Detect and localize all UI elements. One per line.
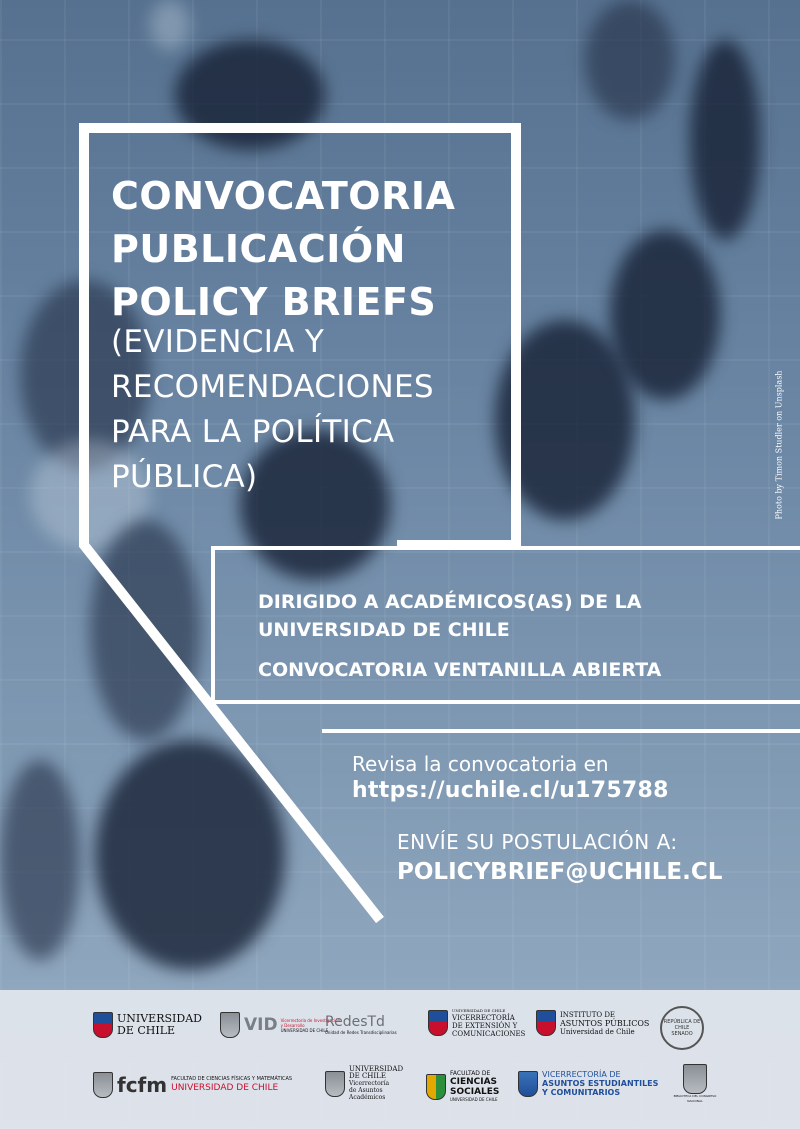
fcfm-wordmark: fcfm: [117, 1073, 168, 1097]
logo-vexcom-line: DE EXTENSIÓN Y: [452, 1022, 518, 1030]
logo-senado-line: SENADO: [671, 1031, 693, 1037]
headline-line-3: POLICY BRIEFS: [111, 280, 437, 324]
review-call-text: Revisa la convocatoria en: [352, 752, 609, 776]
logo-vexcom: [428, 1008, 525, 1038]
logo-facso-line: FACULTAD DE: [450, 1070, 491, 1077]
logo-band: [0, 990, 800, 1129]
logo-vaec: [518, 1070, 658, 1097]
logo-inap-line: Universidad de Chile: [560, 1027, 635, 1036]
logo-bcn-line: BIBLIOTECA DEL CONGRESO NACIONAL: [673, 1094, 717, 1103]
logo-facso-line: SOCIALES: [450, 1087, 500, 1097]
redes-subtitle: Unidad de Redes Transdisciplinarias: [325, 1030, 397, 1035]
logo-vid-line: UNIVERSIDAD DE CHILE: [280, 1027, 329, 1033]
logo-vid-line: y Desarrollo: [280, 1022, 305, 1028]
call-link[interactable]: https://uchile.cl/u175788: [352, 778, 669, 803]
logo-facso: [426, 1070, 499, 1103]
logo-bcn: [670, 1064, 720, 1104]
logo-inap: [536, 1010, 649, 1036]
logo-vexcom-line: VICERRECTORÍA: [452, 1014, 515, 1022]
vaec-shield-icon: [518, 1071, 538, 1097]
logo-uchile-line: DE CHILE: [117, 1024, 176, 1037]
logo-vaec-line: VICERRECTORÍA DE: [542, 1070, 621, 1079]
logo-vaa-line: Vicerrectoría: [349, 1080, 390, 1087]
fcfm-shield-icon: [93, 1072, 113, 1098]
logo-facso-line: UNIVERSIDAD DE CHILE: [450, 1097, 498, 1102]
uchile-shield-icon: [93, 1012, 113, 1038]
inap-shield-icon: [536, 1010, 556, 1036]
logo-fcfm: [93, 1072, 292, 1098]
headline-title: [111, 170, 455, 329]
logo-inap-line: ASUNTOS PÚBLICOS: [560, 1018, 650, 1028]
headline-subtitle: (EVIDENCIA Y RECOMENDACIONES PARA LA POLÍTICA PÚBLICA): [111, 324, 434, 495]
audience-text: DIRIGIDO A ACADÉMICOS(AS) DE LA UNIVERSIDAD DE CHILE: [258, 591, 642, 641]
logo-vaa-line: UNIVERSIDAD: [349, 1065, 404, 1073]
vid-shield-icon: [220, 1012, 240, 1038]
logo-uchile-line: UNIVERSIDAD: [117, 1012, 202, 1025]
logo-vaa-line: Académicos: [349, 1094, 386, 1101]
logo-fcfm-line: UNIVERSIDAD DE CHILE: [171, 1083, 279, 1093]
headline-line-2: PUBLICACIÓN: [111, 227, 406, 271]
bcn-shield-icon: [683, 1064, 707, 1094]
logo-senado: [660, 1006, 704, 1050]
headline-line-1: CONVOCATORIA: [111, 174, 456, 218]
logo-facso-line: CIENCIAS: [450, 1077, 498, 1087]
photo-credit: Photo by Timon Studler on Unsplash: [774, 370, 784, 520]
logo-vid-line: Vicerrectoría de Investigación: [280, 1017, 341, 1023]
senado-seal-icon: [660, 1006, 704, 1050]
application-email[interactable]: POLICYBRIEF@UCHILE.CL: [397, 859, 723, 885]
logo-vexcom-line: COMUNICACIONES: [452, 1030, 526, 1038]
logo-vexcom-line: UNIVERSIDAD DE CHILE: [452, 1008, 506, 1013]
logo-senado-line: REPÚBLICA DE CHILE: [663, 1019, 701, 1031]
send-application-text: ENVÍE SU POSTULACIÓN A:: [397, 830, 678, 854]
vid-wordmark: VID: [244, 1015, 278, 1035]
logo-inap-line: INSTITUTO DE: [560, 1010, 616, 1019]
logo-vaec-line: ASUNTOS ESTUDIANTILES: [542, 1079, 659, 1088]
logo-vid: [220, 1012, 340, 1038]
open-window-text: CONVOCATORIA VENTANILLA ABIERTA: [258, 659, 662, 681]
logo-redes: [325, 1014, 397, 1036]
logo-vaa: [325, 1066, 403, 1101]
logo-fcfm-line: FACULTAD DE CIENCIAS FÍSICAS Y MATEMÁTICAS: [171, 1076, 293, 1082]
vaa-shield-icon: [325, 1071, 345, 1097]
logo-uchile: [93, 1012, 202, 1038]
redes-wordmark: RedesTd: [325, 1014, 385, 1030]
logo-vaa-line: DE CHILE: [349, 1072, 386, 1080]
logo-vaec-line: Y COMUNITARIOS: [542, 1088, 621, 1097]
facso-shield-icon: [426, 1074, 446, 1100]
vexcom-shield-icon: [428, 1010, 448, 1036]
logo-vaa-line: de Asuntos: [349, 1087, 383, 1094]
